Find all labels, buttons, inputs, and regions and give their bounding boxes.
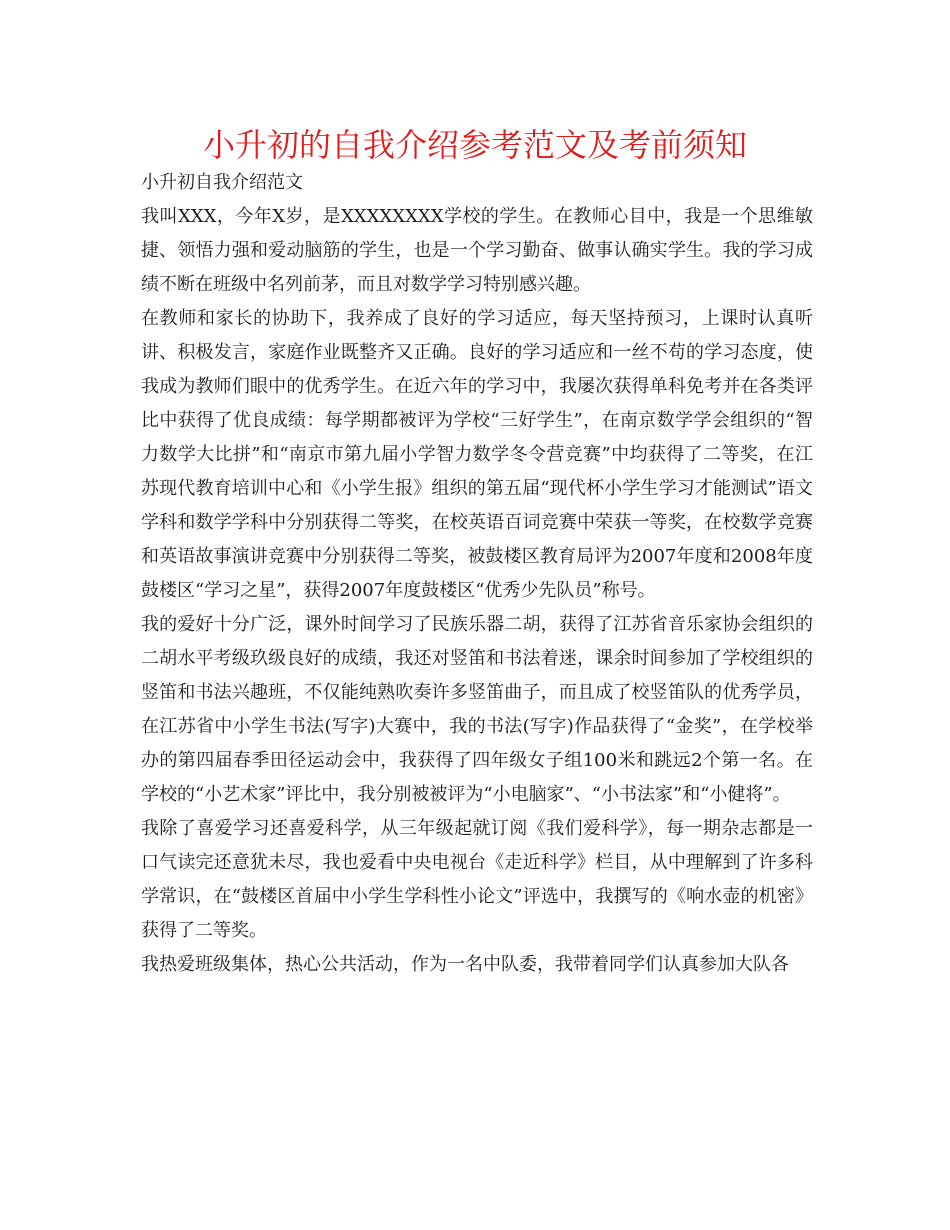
paragraph-science: 我除了喜爱学习还喜爱科学，从三年级起就订阅《我们爱科学》，每一期杂志都是一口气读完还意犹未尽，我也爱看中央电视台《走近科学》栏目，从中理解到了许多科学常识，在“鼓楼区首届中小学生学科性小论文”评选中，我撰写的《响水壶的机密》获得了二等奖。 [141, 818, 813, 941]
section-heading: 小升初自我介绍范文 [141, 172, 303, 193]
paragraph-achievements: 在教师和家长的协助下，我养成了良好的学习适应，每天坚持预习，上课时认真听讲、积极发言，家庭作业既整齐又正确。良好的学习适应和一丝不苟的学习态度，使我成为教师们眼中的优秀学生。在近六年的学习中，我屡次获得单科免考并在各类评比中获得了优良成绩：每学期都被评为学校“三好学生”，在南京数学学会组织的“智力数学大比拼”和“南京市第九届小学智力数学冬令营竞赛”中均获得了二等奖，在江苏现代教育培训中心和《小学生报》组织的第五届“现代杯小学生学习才能测试”语文学科和数学学科中分别获得二等奖，在校英语百词竞赛中荣获一等奖，在校数学竞赛和英语故事演讲竞赛中分别获得二等奖，被鼓楼区教育局评为2007年度和2008年度鼓楼区“学习之星”，获得2007年度鼓楼区“优秀少先队员”称号。 [141, 308, 813, 601]
paragraph-intro: 我叫XXX，今年X岁，是XXXXXXXX学校的学生。在教师心目中，我是一个思维敏捷、领悟力强和爱动脑筋的学生，也是一个学习勤奋、做事认确实学生。我的学习成绩不断在班级中名列前茅，而且对数学学习特别感兴趣。 [141, 206, 813, 295]
paragraph-class: 我热爱班级集体，热心公共活动，作为一名中队委，我带着同学们认真参加大队各 [141, 954, 789, 975]
document-body [141, 166, 813, 982]
document-title: 小升初的自我介绍参考范文及考前须知 [202, 126, 747, 164]
paragraph-hobbies: 我的爱好十分广泛，课外时间学习了民族乐器二胡，获得了江苏省音乐家协会组织的二胡水平考级玖级良好的成绩，我还对竖笛和书法着迷，课余时间参加了学校组织的竖笛和书法兴趣班，不仅能纯熟吹奏许多竖笛曲子，而且成了校竖笛队的优秀学员，在江苏省中小学生书法(写字)大赛中，我的书法(写字)作品获得了“金奖”，在学校举办的第四届春季田径运动会中，我获得了四年级女子组100米和跳远2个第一名。在学校的“小艺术家”评比中，我分别被被评为“小电脑家”、“小书法家”和“小健将”。 [141, 614, 813, 805]
